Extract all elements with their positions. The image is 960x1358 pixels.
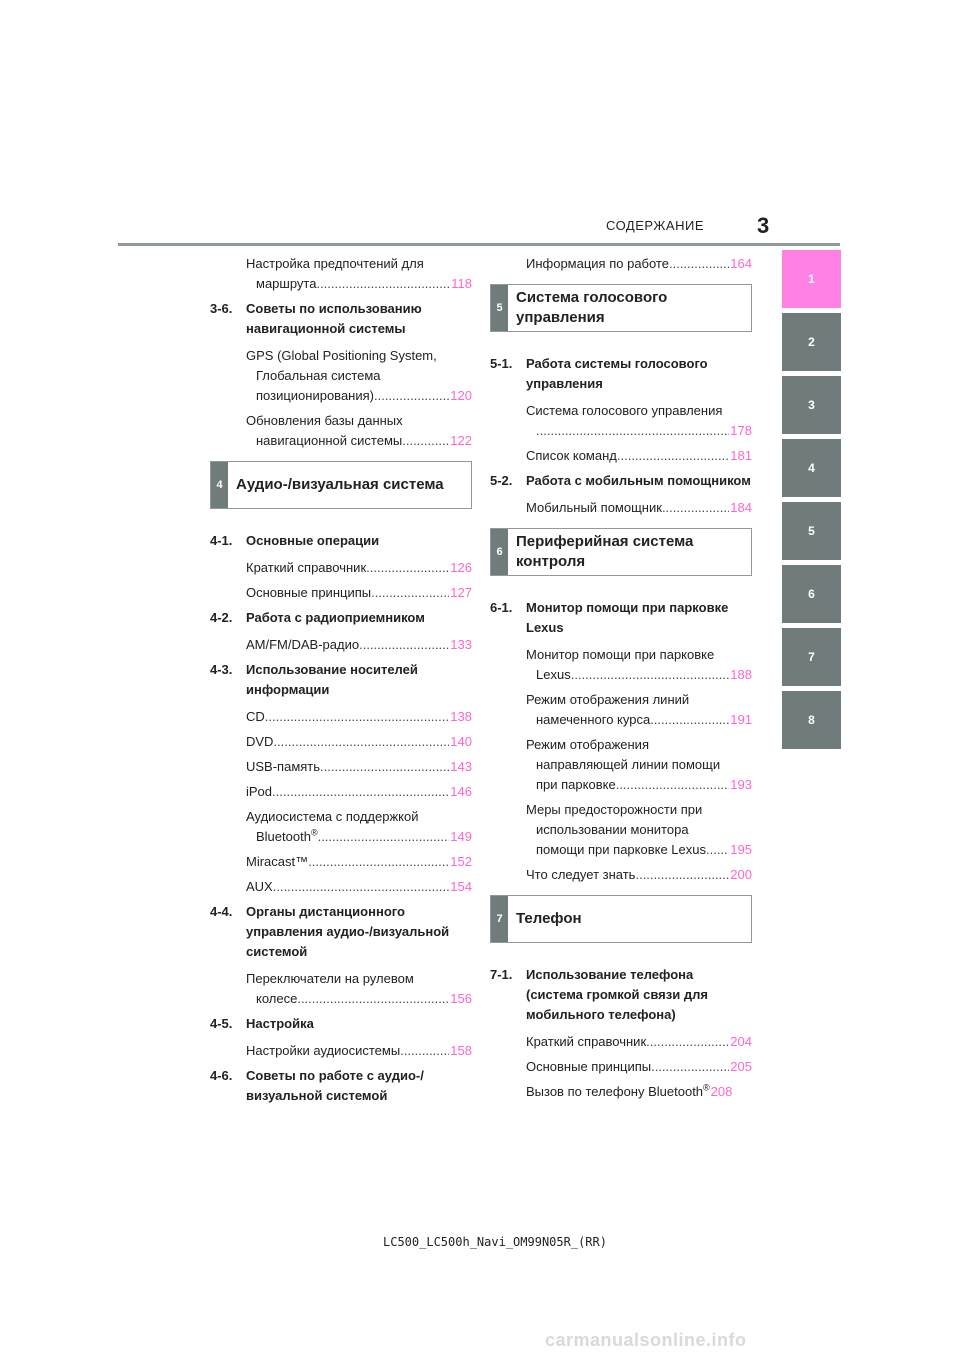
section-number: 4 xyxy=(211,462,228,508)
page-ref[interactable]: 158 xyxy=(450,1043,472,1058)
page-ref[interactable]: 193 xyxy=(730,777,752,792)
toc-entry[interactable]: AM/FM/DAB-радио ..... 133 xyxy=(246,635,472,655)
page-ref[interactable]: 205 xyxy=(730,1059,752,1074)
toc-entry[interactable]: Настройки аудиосистемы ..... 158 xyxy=(246,1041,472,1061)
toc-entry[interactable]: GPS (Global Positioning System, Глобальная система позиционирования) ..... 120 xyxy=(246,346,472,406)
page-ref[interactable]: 208 xyxy=(710,1084,733,1099)
toc-entry[interactable]: Меры предосторожности при использовании монитора помощи при парковке Lexus ..... 195 xyxy=(526,800,752,860)
chapter-tab-8[interactable]: 8 xyxy=(782,691,841,749)
toc-entry[interactable]: USB-память ..... 143 xyxy=(246,757,472,777)
page-ref[interactable]: 146 xyxy=(450,784,472,799)
section-box-5[interactable] xyxy=(490,284,752,332)
chapter-tab-7[interactable]: 7 xyxy=(782,628,841,686)
page-ref[interactable]: 184 xyxy=(730,500,752,515)
toc-subsection-heading: 7-1. Использование телефона (система громкой связи для мобильного телефона) xyxy=(490,967,708,1022)
section-box-4[interactable] xyxy=(210,461,472,509)
page-ref[interactable]: 191 xyxy=(730,712,752,727)
toc-entry[interactable]: Монитор помощи при парковке Lexus ..... 188 xyxy=(526,645,752,685)
chapter-tab-6[interactable]: 6 xyxy=(782,565,841,623)
chapter-tab-2[interactable]: 2 xyxy=(782,313,841,371)
page-ref[interactable]: 152 xyxy=(450,854,472,869)
chapter-tab-1[interactable]: 1 xyxy=(782,250,841,308)
toc-entry[interactable]: Мобильный помощник ..... 184 xyxy=(526,498,752,518)
section-title: Аудио-/визуальная система xyxy=(236,476,444,493)
toc-entry[interactable]: Краткий справочник ..... 204 xyxy=(526,1032,752,1052)
chapter-tabs xyxy=(782,250,841,754)
page-ref[interactable]: 127 xyxy=(450,585,472,600)
page-number: 3 xyxy=(757,213,770,238)
page-ref[interactable]: 181 xyxy=(730,448,752,463)
toc-entry[interactable]: Вызов по телефону Bluetooth® 208 xyxy=(526,1082,752,1102)
page-ref[interactable]: 138 xyxy=(450,709,472,724)
header-rule xyxy=(118,243,840,246)
section-box-6[interactable] xyxy=(490,528,752,576)
watermark: carmanualsonline.info xyxy=(545,1330,747,1350)
toc-subsection-heading: 6-1. Монитор помощи при парковке Lexus xyxy=(490,600,729,635)
section-number: 6 xyxy=(491,529,508,575)
toc-subsection-heading: 4-3. Использование носителей информации xyxy=(210,662,418,697)
page-ref[interactable]: 156 xyxy=(450,991,472,1006)
toc-entry[interactable]: DVD ..... 140 xyxy=(246,732,472,752)
toc-left-column xyxy=(210,254,472,1113)
toc-entry[interactable]: Miracast™ ..... 152 xyxy=(246,852,472,872)
page-ref[interactable]: 204 xyxy=(730,1034,752,1049)
toc-entry[interactable]: Режим отображения направляющей линии помощи при парковке ..... 193 xyxy=(526,735,752,795)
toc-entry[interactable]: Аудиосистема с поддержкой Bluetooth® ..... 149 xyxy=(246,807,472,847)
toc-entry[interactable]: Основные принципы ..... 127 xyxy=(246,583,472,603)
toc-entry[interactable]: Настройка предпочтений для маршрута ..... 118 xyxy=(246,254,472,294)
page-ref[interactable]: 118 xyxy=(451,276,472,291)
chapter-tab-3[interactable]: 3 xyxy=(782,376,841,434)
page-ref[interactable]: 126 xyxy=(450,560,472,575)
toc-entry[interactable]: Информация по работе ..... 164 xyxy=(526,254,752,274)
toc-entry[interactable]: Краткий справочник ..... 126 xyxy=(246,558,472,578)
toc-entry[interactable]: Система голосового управления ..... 178 xyxy=(526,401,752,441)
page-ref[interactable]: 149 xyxy=(450,829,472,844)
toc-subsection-heading: 4-6. Советы по работе с аудио-/ визуальной системой xyxy=(210,1068,424,1103)
toc-subsection-heading: 3-6. Советы по использованию навигационной системы xyxy=(210,301,422,336)
toc-entry[interactable]: Что следует знать ..... 200 xyxy=(526,865,752,885)
chapter-tab-5[interactable]: 5 xyxy=(782,502,841,560)
toc-subsection-heading: 5-2. Работа с мобильным помощником xyxy=(490,473,751,488)
toc-entry[interactable]: iPod ..... 146 xyxy=(246,782,472,802)
toc-entry[interactable]: Режим отображения линий намеченного курса ..... 191 xyxy=(526,690,752,730)
page-ref[interactable]: 195 xyxy=(730,842,752,857)
toc-subsection-heading: 4-4. Органы дистанционного управления аудио-/визуальной системой xyxy=(210,904,450,959)
page-ref[interactable]: 143 xyxy=(450,759,472,774)
section-title: Телефон xyxy=(516,910,582,927)
toc-entry[interactable]: AUX ..... 154 xyxy=(246,877,472,897)
section-number: 7 xyxy=(491,896,508,942)
document-code: LC500_LC500h_Navi_OM99N05R_(RR) xyxy=(383,1235,607,1249)
toc-subsection-heading: 4-2. Работа с радиоприемником xyxy=(210,610,425,625)
toc-subsection-heading: 4-1. Основные операции xyxy=(210,533,380,548)
toc-entry[interactable]: Основные принципы ..... 205 xyxy=(526,1057,752,1077)
page-ref[interactable]: 154 xyxy=(450,879,472,894)
toc-entry[interactable]: Обновления базы данных навигационной системы ..... 122 xyxy=(246,411,472,451)
header-title: СОДЕРЖАНИЕ xyxy=(606,218,705,233)
page-ref[interactable]: 200 xyxy=(730,867,752,882)
section-number: 5 xyxy=(491,285,508,331)
toc-entry[interactable]: Список команд ..... 181 xyxy=(526,446,752,466)
page-ref[interactable]: 122 xyxy=(450,433,472,448)
page-ref[interactable]: 178 xyxy=(730,423,752,438)
page-ref[interactable]: 120 xyxy=(450,388,472,403)
chapter-tab-4[interactable]: 4 xyxy=(782,439,841,497)
toc-entry[interactable]: Переключатели на рулевом колесе ..... 156 xyxy=(246,969,472,1009)
section-title: Система голосового управления xyxy=(516,289,668,326)
toc-subsection-heading: 5-1. Работа системы голосового управления xyxy=(490,356,708,391)
section-title: Периферийная система контроля xyxy=(516,533,694,570)
section-box-7[interactable] xyxy=(490,895,752,943)
page-ref[interactable]: 164 xyxy=(730,256,752,271)
toc-subsection-heading: 4-5. Настройка xyxy=(210,1016,314,1031)
page-ref[interactable]: 133 xyxy=(450,637,472,652)
page-ref[interactable]: 188 xyxy=(730,667,752,682)
page-ref[interactable]: 140 xyxy=(450,734,472,749)
toc-entry[interactable]: CD ..... 138 xyxy=(246,707,472,727)
toc-right-column xyxy=(490,254,752,1107)
